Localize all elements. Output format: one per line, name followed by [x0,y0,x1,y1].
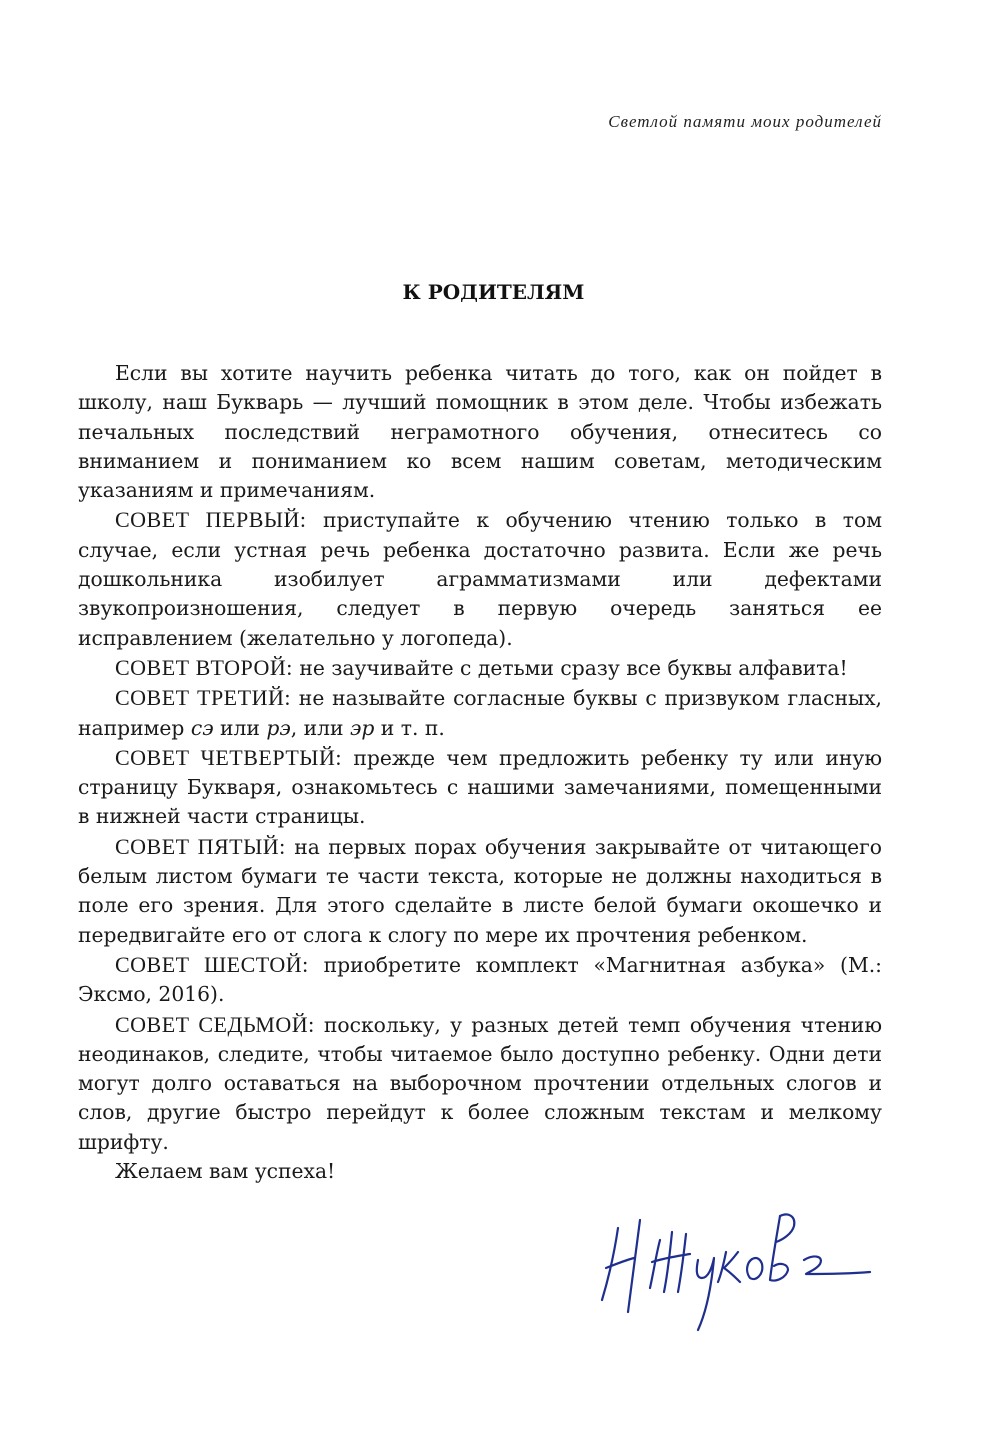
advice-heading: СОВЕТ ПЯТЫЙ: [115,833,286,859]
advice-heading: СОВЕТ ШЕСТОЙ: [115,951,309,977]
advice-heading: СОВЕТ ПЕРВЫЙ: [115,507,307,533]
advice-paragraph-2 [78,653,882,683]
advice-paragraph-1 [78,505,882,652]
example-syllable: сэ [190,715,214,740]
advice-text: приступайте к обучению чтению только в том случае, если устная речь ребенка достаточно развита. Если же речь дошкольника изобилует аграмматизмами или дефектами звукопроизношения, следует в первую очередь заняться ее исправлением (желательно у логопеда). [78,508,882,650]
advice-heading: СОВЕТ ВТОРОЙ: [115,654,293,680]
closing-line: Желаем вам успеха! [115,1159,336,1184]
advice-text: прежде чем предложить ребенку ту или иную страницу Букваря, ознакомьтесь с нашими замечаниями, помещенными в нижней части страницы. [78,745,882,829]
advice-text: приобретите комплект «Магнитная азбука» (М.: Эксмо, 2016). [78,952,882,1007]
advice-heading: СОВЕТ ЧЕТВЕРТЫЙ: [115,744,342,770]
dedication: Светлой памяти моих родителей [608,112,882,131]
advice-paragraph-4 [78,743,882,832]
handwritten-signature [590,1200,880,1340]
advice-paragraph-3 [78,683,882,743]
example-syllable: эр [349,715,375,740]
advice-text: на первых порах обучения закрывайте от читающего белым листом бумаги те части текста, которые не должны находиться в поле его зрения. Для этого сделайте в листе белой бумаги окошечко и передвигайте его от слога к слогу по мере их прочтения ребенком. [78,834,882,947]
example-syllable: рэ [266,715,291,740]
advice-paragraph-7 [78,1010,882,1157]
advice-heading: СОВЕТ СЕДЬМОЙ: [115,1011,315,1037]
page-title: К РОДИТЕЛЯМ [402,280,585,304]
advice-text: не заучивайте с детьми сразу все буквы алфавита! [292,655,848,680]
advice-heading: СОВЕТ ТРЕТИЙ: [115,685,291,711]
advice-text: , или [290,715,350,740]
body-text [78,359,882,1186]
advice-text: и т. п. [374,715,445,740]
advice-text: или [213,715,267,740]
advice-text: не называйте согласные буквы с призвуком гласных, например [78,686,882,740]
advice-text: поскольку, у разных детей темп обучения чтению неодинаков, следите, чтобы читаемое было доступно ребенку. Одни дети могут долго оставаться на выборочном прочтении отдельных слогов и слов, другие быстро перейдут к более сложным текстам и мелкому шрифту. [78,1012,882,1154]
advice-paragraph-5 [78,832,882,950]
intro-paragraph: Если вы хотите научить ребенка читать до того, как он пойдет в школу, наш Букварь — лучший помощник в этом деле. Чтобы избежать печальных последствий неграмотного обучения, отнеситесь со вниманием и пониманием ко всем нашим советам, методическим указаниям и примечаниям. [78,361,882,503]
advice-paragraph-6 [78,950,882,1010]
